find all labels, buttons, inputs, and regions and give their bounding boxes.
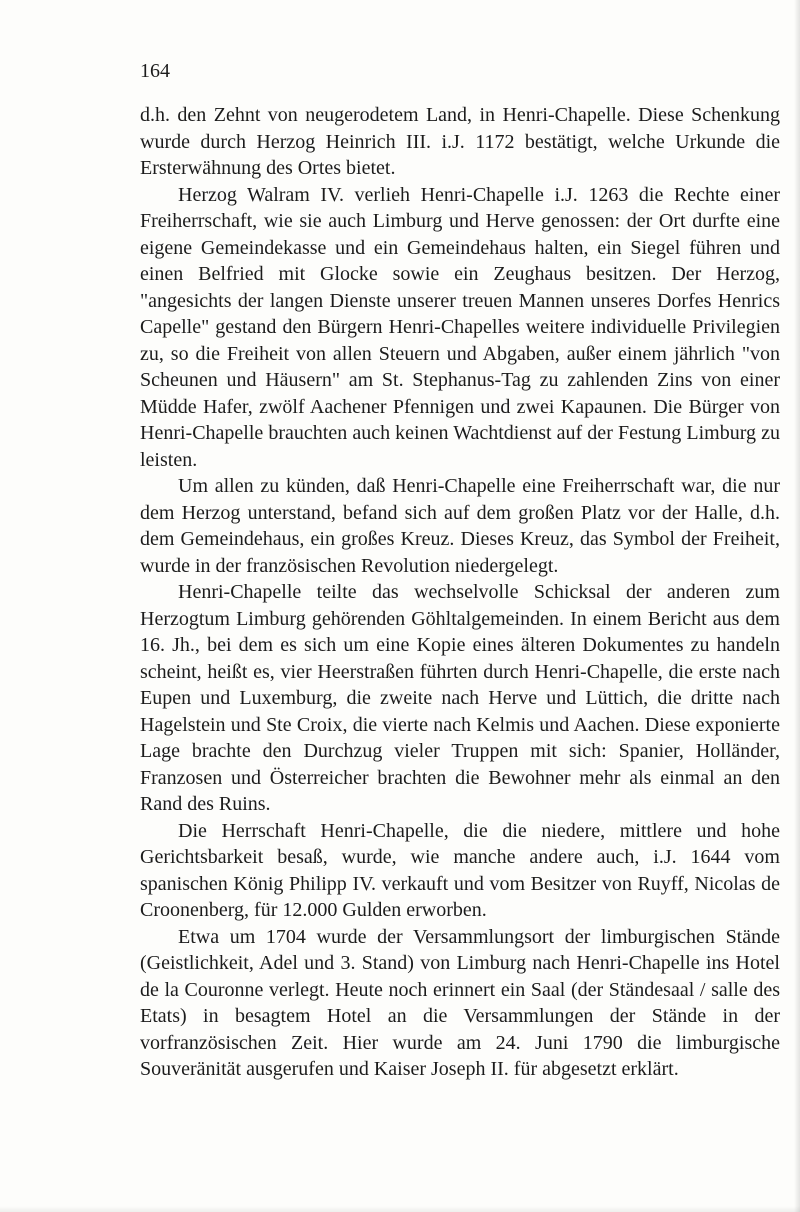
paragraph-2: Herzog Walram IV. verlieh Henri-Chapelle i.J. 1263 die Rechte einer Freiherrschaft, wie sie auch Limburg und Herve genossen: der Ort durfte eine eigene Gemeindekasse und ein Gemeindehaus halten, ein Siegel führen und einen Belfried mit Glocke sowie ein Zeughaus besitzen. Der Herzog, "angesichts der langen Dienste unserer treuen Mannen unseres Dorfes Henrics Capelle" gestand den Bürgern Henri-Chapelles weitere individuelle Privilegien zu, so die Freiheit von allen Steuern und Abgaben, außer einem jährlich "von Scheunen und Häusern" am St. Stephanus-Tag zu zahlenden Zins von einer Müdde Hafer, zwölf Aachener Pfennigen und zwei Kapaunen. Die Bürger von Henri-Chapelle brauchten auch keinen Wachtdienst auf der Festung Limburg zu leisten.: [140, 183, 780, 471]
paragraph-3: Um allen zu künden, daß Henri-Chapelle eine Freiherrschaft war, die nur dem Herzog unterstand, befand sich auf dem großen Platz vor der Halle, d.h. dem Gemeindehaus, ein großes Kreuz. Dieses Kreuz, das Symbol der Freiheit, wurde in der französischen Revolution niedergelegt.: [140, 475, 780, 577]
paragraph-4: Henri-Chapelle teilte das wechselvolle Schicksal der anderen zum Herzogtum Limburg gehörenden Göhltalgemeinden. In einem Bericht aus dem 16. Jh., bei dem es sich um eine Kopie eines älteren Dokumentes zu handeln scheint, heißt es, vier Heerstraßen führten durch Henri-Chapelle, die erste nach Eupen und Luxemburg, die zweite nach Herve und Lüttich, die dritte nach Hagelstein und Ste Croix, die vierte nach Kelmis und Aachen. Diese exponierte Lage brachte den Durchzug vieler Truppen mit sich: Spanier, Holländer, Franzosen und Österreicher brachten die Bewohner mehr als einmal an den Rand des Ruins.: [140, 581, 780, 815]
paragraph-6: Etwa um 1704 wurde der Versammlungsort der limburgischen Stände (Geistlichkeit, Adel und 3. Stand) von Limburg nach Henri-Chapelle ins Hotel de la Couronne verlegt. Heute noch erinnert ein Saal (der Ständesaal / salle des Etats) in besagtem Hotel an die Versammlungen der Stände in der vorfranzösischen Zeit. Hier wurde am 24. Juni 1790 die limburgische Souveränität ausgerufen und Kaiser Joseph II. für abgesetzt erklärt.: [140, 925, 780, 1080]
paragraph-5: Die Herrschaft Henri-Chapelle, die die niedere, mittlere und hohe Gerichtsbarkeit besaß, wurde, wie manche andere auch, i.J. 1644 vom spanischen König Philipp IV. verkauft und vom Besitzer von Ruyff, Nicolas de Croonenberg, für 12.000 Gulden erworben.: [140, 819, 780, 921]
page-bottom-shadow: [0, 1206, 800, 1212]
body-text: [140, 102, 780, 1083]
page-number: 164: [140, 60, 170, 82]
paragraph-1: d.h. den Zehnt von neugerodetem Land, in Henri-Chapelle. Diese Schenkung wurde durch Herzog Heinrich III. i.J. 1172 bestätigt, welche Urkunde die Ersterwähnung des Ortes bietet.: [140, 104, 780, 179]
page-edge-shadow: [794, 0, 800, 1212]
